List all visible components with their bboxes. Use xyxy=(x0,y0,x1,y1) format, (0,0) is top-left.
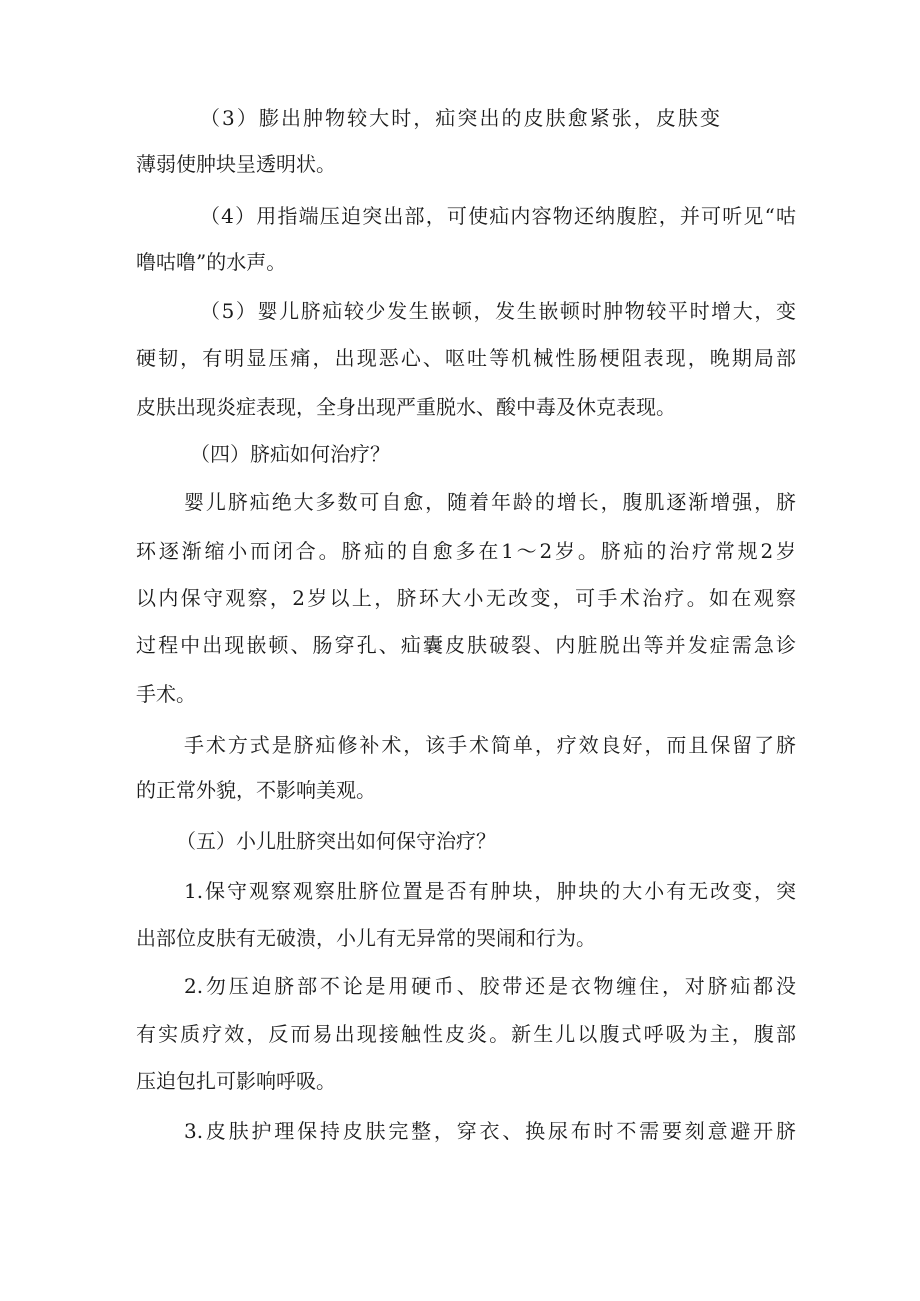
paragraph-line: 有实质疗效，反而易出现接触性皮炎。新生儿以腹式呼吸为主，腹部 xyxy=(136,1022,796,1046)
paragraph-line: 皮肤出现炎症表现，全身出现严重脱水、酸中毒及休克表现。 xyxy=(136,395,676,419)
paragraph-line: （5）婴儿脐疝较少发生嵌顿，发生嵌顿时肿物较平时增大，变 xyxy=(200,299,796,323)
paragraph-line: （4）用指端压迫突出部，可使疝内容物还纳腹腔，并可听见“咕 xyxy=(200,204,796,228)
paragraph-line: 薄弱使肿块呈透明状。 xyxy=(136,152,336,176)
paragraph-line: 环逐渐缩小而闭合。脐疝的自愈多在1～2岁。脐疝的治疗常规2岁 xyxy=(136,539,796,563)
paragraph-line: 手术方式是脐疝修补术，该手术简单，疗效良好，而且保留了脐 xyxy=(184,733,796,757)
paragraph-line: 婴儿脐疝绝大多数可自愈，随着年龄的增长，腹肌逐渐增强，脐 xyxy=(184,490,796,514)
paragraph-line: 噜咕噜”的水声。 xyxy=(136,250,287,274)
paragraph-line: 2.勿压迫脐部不论是用硬币、胶带还是衣物缠住，对脐疝都没 xyxy=(184,974,796,998)
paragraph-line: 手术。 xyxy=(136,682,196,706)
paragraph-line: （3）膨出肿物较大时，疝突出的皮肤愈紧张，皮肤变 xyxy=(200,106,720,130)
paragraph-line: 出部位皮肤有无破溃，小儿有无异常的哭闹和行为。 xyxy=(136,926,596,950)
paragraph-line: 1.保守观察观察肚脐位置是否有肿块，肿块的大小有无改变，突 xyxy=(184,879,796,903)
paragraph-line: 压迫包扎可影响呼吸。 xyxy=(136,1069,336,1093)
paragraph-line: 硬韧，有明显压痛，出现恶心、呕吐等机械性肠梗阻表现，晚期局部 xyxy=(136,346,796,370)
paragraph-line: 过程中出现嵌顿、肠穿孔、疝囊皮肤破裂、内脏脱出等并发症需急诊 xyxy=(136,633,796,657)
paragraph-line: 以内保守观察，2岁以上，脐环大小无改变，可手术治疗。如在观察 xyxy=(136,586,796,610)
section-heading: （四）脐疝如何治疗？ xyxy=(190,442,390,466)
section-heading: （五）小儿肚脐突出如何保守治疗？ xyxy=(176,829,496,853)
paragraph-line: 的正常外貌，不影响美观。 xyxy=(136,778,376,802)
paragraph-line: 3.皮肤护理保持皮肤完整，穿衣、换尿布时不需要刻意避开脐 xyxy=(184,1119,796,1143)
